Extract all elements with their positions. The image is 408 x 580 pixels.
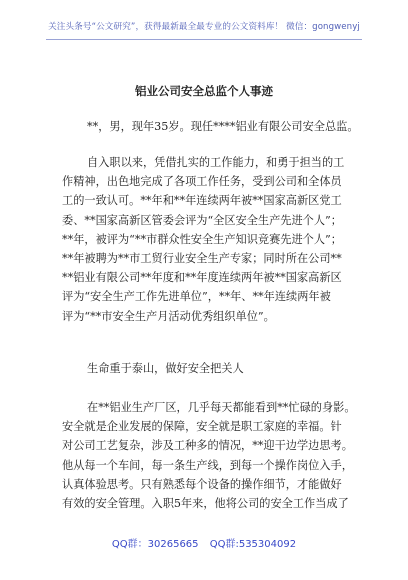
footer-qq-group-2: QQ群:535304092 [209, 539, 297, 550]
page-footer [0, 535, 408, 550]
paragraph-line: **年，被评为“**市群众性安全生产知识竞赛先进个人”； [62, 232, 342, 246]
paragraph-safety [62, 398, 356, 513]
paragraph-line: 评为“安全生产工作先进单位”，**年、**年连续两年被 [62, 290, 331, 304]
paragraph-line: 作精神，出色地完成了各项工作任务，受到公司和全体员 [62, 175, 342, 189]
page-header-banner: 关注头条号“公文研究”，获得最新最全最专业的公文资料库！ 微信：gongwenyj [48, 22, 360, 32]
paragraph-line: 认真体验思考。只有熟悉每个设备的操作细节，才能做好 [62, 477, 342, 491]
paragraph-line: 工的一致认可。**年和**年连续两年被**国家高新区党工 [62, 194, 342, 208]
paragraph-achievements [62, 153, 352, 326]
paragraph-line: 安全就是企业发展的保障，安全就是职工家庭的幸福。针 [62, 420, 342, 434]
paragraph-line: 委、**国家高新区管委会评为“全区安全生产先进个人”； [62, 213, 342, 227]
paragraph-line: 自入职以来，凭借扎实的工作能力，和勇于担当的工 [87, 156, 345, 169]
paragraph-line: **，男，现年35岁。现任****铝业有限公司安全总监。 [87, 120, 359, 133]
paragraph-line: **年被聘为**市工贸行业安全生产专家；同时所在公司** [62, 252, 342, 266]
footer-qq-group-1: QQ群：30265665 [111, 539, 199, 550]
header-divider [46, 39, 362, 40]
paragraph-line: 有效的安全管理。入职5年来，他将公司的安全工作当成了 [62, 497, 349, 511]
paragraph-line: **铝业有限公司**年度和**年度连续两年被**国家高新区 [62, 271, 342, 285]
paragraph-line: 他从每一个车间，每一条生产线，到每一个操作岗位入手， [62, 458, 353, 472]
section-heading-text: 生命重于泰山，做好安全把关人 [87, 362, 244, 375]
paragraph-intro [62, 117, 359, 136]
paragraph-line: 在**铝业生产厂区，几乎每天都能看到**忙碌的身影。 [87, 401, 356, 414]
document-title: 铝业公司安全总监个人事迹 [135, 84, 273, 98]
section-heading [62, 359, 352, 378]
paragraph-line: 评为“**市安全生产月活动优秀组织单位”。 [62, 309, 275, 323]
paragraph-line: 对公司工艺复杂，涉及工种多的情况，**迎干边学边思考。 [62, 439, 353, 453]
